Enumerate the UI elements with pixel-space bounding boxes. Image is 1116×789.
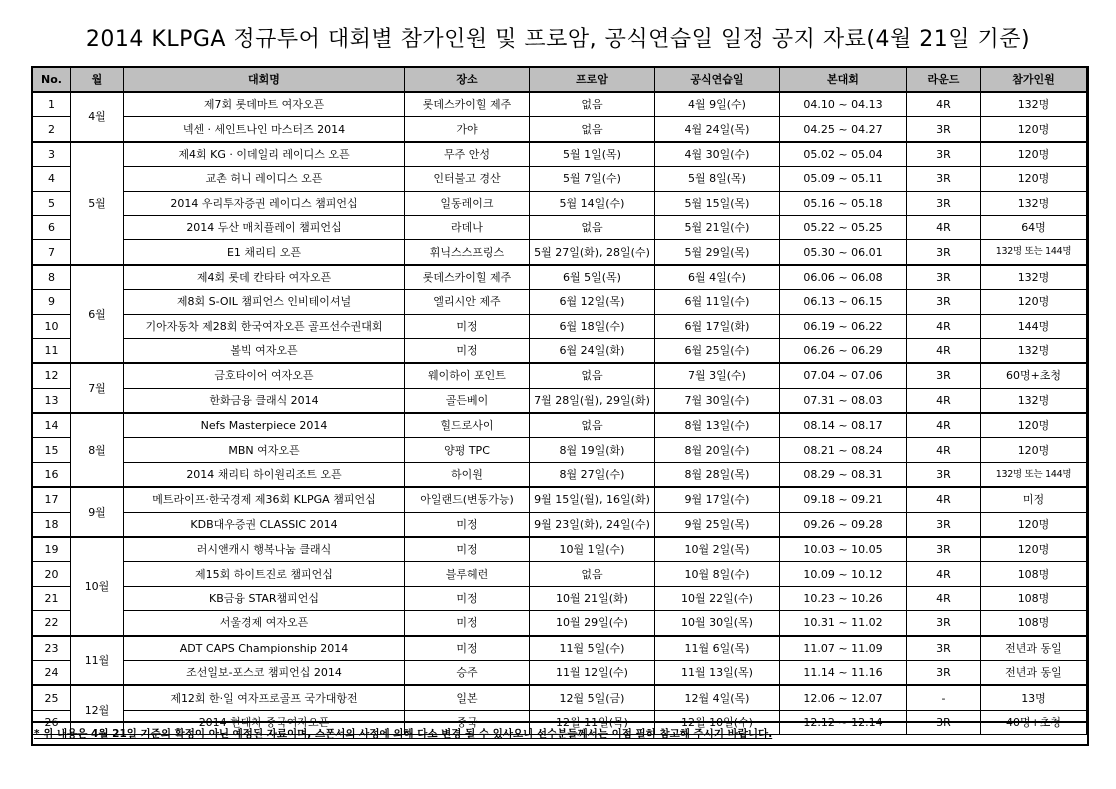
proam-date-cell: 9월 23일(화), 24일(수) bbox=[530, 512, 655, 537]
practice-date-cell: 5월 29일(목) bbox=[655, 240, 780, 265]
month-cell: 8월 bbox=[71, 413, 124, 487]
main-event-dates-cell: 07.31 ~ 08.03 bbox=[780, 388, 907, 413]
venue-cell: 롯데스카이힐 제주 bbox=[405, 92, 530, 117]
practice-date-cell: 7월 3일(수) bbox=[655, 363, 780, 388]
practice-date-cell: 10월 30일(목) bbox=[655, 611, 780, 636]
month-cell: 5월 bbox=[71, 142, 124, 265]
players-cell: 132명 bbox=[981, 388, 1087, 413]
practice-date-cell: 6월 4일(수) bbox=[655, 265, 780, 290]
venue-cell: 엘리시안 제주 bbox=[405, 290, 530, 314]
rounds-cell: 3R bbox=[907, 611, 981, 636]
players-cell: 120명 bbox=[981, 413, 1087, 438]
month-cell: 10월 bbox=[71, 537, 124, 636]
players-cell: 미정 bbox=[981, 487, 1087, 512]
venue-cell: 미정 bbox=[405, 611, 530, 636]
table-row bbox=[33, 191, 1087, 215]
month-cell: 12월 bbox=[71, 685, 124, 734]
header-tournament-name: 대회명 bbox=[124, 68, 405, 93]
proam-date-cell: 6월 24일(화) bbox=[530, 338, 655, 363]
main-event-dates-cell: 12.06 ~ 12.07 bbox=[780, 685, 907, 710]
table-row bbox=[33, 636, 1087, 661]
players-cell: 108명 bbox=[981, 611, 1087, 636]
practice-date-cell: 7월 30일(수) bbox=[655, 388, 780, 413]
header-rounds: 라운드 bbox=[907, 68, 981, 93]
practice-date-cell: 10월 2일(목) bbox=[655, 537, 780, 562]
tournament-name-cell: E1 채리티 오픈 bbox=[124, 240, 405, 265]
venue-cell: 롯데스카이힐 제주 bbox=[405, 265, 530, 290]
table-row bbox=[33, 142, 1087, 167]
table-row bbox=[33, 92, 1087, 117]
practice-date-cell: 6월 25일(수) bbox=[655, 338, 780, 363]
main-event-dates-cell: 06.19 ~ 06.22 bbox=[780, 314, 907, 338]
venue-cell: 블루헤런 bbox=[405, 562, 530, 586]
practice-date-cell: 9월 25일(목) bbox=[655, 512, 780, 537]
players-cell: 60명+초청 bbox=[981, 363, 1087, 388]
tournament-name-cell: KDB대우증권 CLASSIC 2014 bbox=[124, 512, 405, 537]
venue-cell: 미정 bbox=[405, 512, 530, 537]
practice-date-cell: 5월 21일(수) bbox=[655, 215, 780, 239]
tournament-name-cell: 제7회 롯데마트 여자오픈 bbox=[124, 92, 405, 117]
rounds-cell: 3R bbox=[907, 265, 981, 290]
practice-date-cell: 4월 24일(목) bbox=[655, 117, 780, 142]
practice-date-cell: 11월 13일(목) bbox=[655, 660, 780, 685]
table-row bbox=[33, 562, 1087, 586]
row-number-cell: 2 bbox=[33, 117, 71, 142]
players-cell: 120명 bbox=[981, 512, 1087, 537]
tournament-name-cell: 조선일보-포스코 챔피언십 2014 bbox=[124, 660, 405, 685]
tournament-name-cell: 볼빅 여자오픈 bbox=[124, 338, 405, 363]
practice-date-cell: 9월 17일(수) bbox=[655, 487, 780, 512]
practice-date-cell: 11월 6일(목) bbox=[655, 636, 780, 661]
tournament-name-cell: 제4회 KG · 이데일리 레이디스 오픈 bbox=[124, 142, 405, 167]
row-number-cell: 26 bbox=[33, 710, 71, 734]
main-event-dates-cell: 06.26 ~ 06.29 bbox=[780, 338, 907, 363]
players-cell: 108명 bbox=[981, 586, 1087, 610]
table-row bbox=[33, 117, 1087, 142]
proam-date-cell: 5월 14일(수) bbox=[530, 191, 655, 215]
proam-date-cell: 12월 11일(목) bbox=[530, 710, 655, 734]
tournament-name-cell: ADT CAPS Championship 2014 bbox=[124, 636, 405, 661]
table-row bbox=[33, 512, 1087, 537]
header-month: 월 bbox=[71, 68, 124, 93]
proam-date-cell: 없음 bbox=[530, 92, 655, 117]
table-row bbox=[33, 413, 1087, 438]
rounds-cell: 4R bbox=[907, 586, 981, 610]
main-event-dates-cell: 08.21 ~ 08.24 bbox=[780, 438, 907, 462]
proam-date-cell: 없음 bbox=[530, 117, 655, 142]
tournament-name-cell: 2014 현대차 중국여자오픈 bbox=[124, 710, 405, 734]
table-row bbox=[33, 586, 1087, 610]
main-event-dates-cell: 11.14 ~ 11.16 bbox=[780, 660, 907, 685]
row-number-cell: 11 bbox=[33, 338, 71, 363]
tournament-name-cell: 제4회 롯데 칸타타 여자오픈 bbox=[124, 265, 405, 290]
schedule-table bbox=[32, 67, 1087, 735]
venue-cell: 일동레이크 bbox=[405, 191, 530, 215]
venue-cell: 라데나 bbox=[405, 215, 530, 239]
table-row bbox=[33, 487, 1087, 512]
row-number-cell: 1 bbox=[33, 92, 71, 117]
header-venue: 장소 bbox=[405, 68, 530, 93]
row-number-cell: 18 bbox=[33, 512, 71, 537]
row-number-cell: 14 bbox=[33, 413, 71, 438]
venue-cell: 인터불고 경산 bbox=[405, 167, 530, 191]
main-event-dates-cell: 09.18 ~ 09.21 bbox=[780, 487, 907, 512]
tournament-name-cell: 메트라이프·한국경제 제36회 KLPGA 챔피언십 bbox=[124, 487, 405, 512]
rounds-cell: 3R bbox=[907, 240, 981, 265]
proam-date-cell: 6월 18일(수) bbox=[530, 314, 655, 338]
main-event-dates-cell: 10.23 ~ 10.26 bbox=[780, 586, 907, 610]
practice-date-cell: 8월 13일(수) bbox=[655, 413, 780, 438]
main-event-dates-cell: 06.06 ~ 06.08 bbox=[780, 265, 907, 290]
proam-date-cell: 5월 27일(화), 28일(수) bbox=[530, 240, 655, 265]
footnote-text: * 위 내용은 4월 21일 기준의 확정이 아닌 예정된 자료이며, 스폰서의 사정에 의해 다소 변경 될 수 있사오니 선수분들께서는 이점 필히 참고해 주시기 바랍니다. bbox=[34, 728, 773, 740]
row-number-cell: 15 bbox=[33, 438, 71, 462]
rounds-cell: 4R bbox=[907, 215, 981, 239]
venue-cell: 휘닉스스프링스 bbox=[405, 240, 530, 265]
practice-date-cell: 10월 22일(수) bbox=[655, 586, 780, 610]
practice-date-cell: 5월 8일(목) bbox=[655, 167, 780, 191]
proam-date-cell: 11월 12일(수) bbox=[530, 660, 655, 685]
rounds-cell: 3R bbox=[907, 512, 981, 537]
month-cell: 6월 bbox=[71, 265, 124, 364]
venue-cell: 골든베이 bbox=[405, 388, 530, 413]
rounds-cell: 4R bbox=[907, 388, 981, 413]
month-cell: 11월 bbox=[71, 636, 124, 686]
tournament-name-cell: 기아자동차 제28회 한국여자오픈 골프선수권대회 bbox=[124, 314, 405, 338]
practice-date-cell: 5월 15일(목) bbox=[655, 191, 780, 215]
players-cell: 13명 bbox=[981, 685, 1087, 710]
proam-date-cell: 10월 1일(수) bbox=[530, 537, 655, 562]
rounds-cell: 4R bbox=[907, 487, 981, 512]
main-event-dates-cell: 07.04 ~ 07.06 bbox=[780, 363, 907, 388]
table-row bbox=[33, 462, 1087, 487]
main-event-dates-cell: 06.13 ~ 06.15 bbox=[780, 290, 907, 314]
table-row bbox=[33, 685, 1087, 710]
players-cell: 전년과 동일 bbox=[981, 636, 1087, 661]
rounds-cell: 3R bbox=[907, 660, 981, 685]
rounds-cell: 4R bbox=[907, 314, 981, 338]
venue-cell: 하이원 bbox=[405, 462, 530, 487]
players-cell: 120명 bbox=[981, 142, 1087, 167]
table-row bbox=[33, 314, 1087, 338]
tournament-name-cell: 제12회 한·일 여자프로골프 국가대항전 bbox=[124, 685, 405, 710]
row-number-cell: 10 bbox=[33, 314, 71, 338]
players-cell: 64명 bbox=[981, 215, 1087, 239]
venue-cell: 양평 TPC bbox=[405, 438, 530, 462]
table-row bbox=[33, 215, 1087, 239]
row-number-cell: 20 bbox=[33, 562, 71, 586]
players-cell: 120명 bbox=[981, 167, 1087, 191]
proam-date-cell: 없음 bbox=[530, 363, 655, 388]
players-cell: 132명 또는 144명 bbox=[981, 462, 1087, 487]
proam-date-cell: 8월 27일(수) bbox=[530, 462, 655, 487]
table-row bbox=[33, 438, 1087, 462]
proam-date-cell: 6월 5일(목) bbox=[530, 265, 655, 290]
header-players: 참가인원 bbox=[981, 68, 1087, 93]
main-event-dates-cell: 10.03 ~ 10.05 bbox=[780, 537, 907, 562]
practice-date-cell: 4월 9일(수) bbox=[655, 92, 780, 117]
table-row bbox=[33, 611, 1087, 636]
row-number-cell: 5 bbox=[33, 191, 71, 215]
tournament-name-cell: 러시앤캐시 행복나눔 클래식 bbox=[124, 537, 405, 562]
tournament-name-cell: Nefs Masterpiece 2014 bbox=[124, 413, 405, 438]
tournament-name-cell: 2014 우리투자증권 레이디스 챔피언십 bbox=[124, 191, 405, 215]
rounds-cell: 4R bbox=[907, 562, 981, 586]
proam-date-cell: 없음 bbox=[530, 413, 655, 438]
table-row bbox=[33, 537, 1087, 562]
rounds-cell: 4R bbox=[907, 92, 981, 117]
row-number-cell: 21 bbox=[33, 586, 71, 610]
row-number-cell: 3 bbox=[33, 142, 71, 167]
row-number-cell: 22 bbox=[33, 611, 71, 636]
main-event-dates-cell: 04.10 ~ 04.13 bbox=[780, 92, 907, 117]
header-no: No. bbox=[33, 68, 71, 93]
main-event-dates-cell: 08.29 ~ 08.31 bbox=[780, 462, 907, 487]
tournament-name-cell: 제8회 S-OIL 챔피언스 인비테이셔널 bbox=[124, 290, 405, 314]
row-number-cell: 19 bbox=[33, 537, 71, 562]
practice-date-cell: 10월 8일(수) bbox=[655, 562, 780, 586]
header-practice-day: 공식연습일 bbox=[655, 68, 780, 93]
rounds-cell: 4R bbox=[907, 438, 981, 462]
tournament-name-cell: 금호타이어 여자오픈 bbox=[124, 363, 405, 388]
venue-cell: 무주 안성 bbox=[405, 142, 530, 167]
main-event-dates-cell: 08.14 ~ 08.17 bbox=[780, 413, 907, 438]
rounds-cell: 3R bbox=[907, 363, 981, 388]
table-row bbox=[33, 240, 1087, 265]
practice-date-cell: 8월 28일(목) bbox=[655, 462, 780, 487]
venue-cell: 중국 bbox=[405, 710, 530, 734]
proam-date-cell: 7월 28일(월), 29일(화) bbox=[530, 388, 655, 413]
venue-cell: 웨이하이 포인트 bbox=[405, 363, 530, 388]
row-number-cell: 12 bbox=[33, 363, 71, 388]
venue-cell: 가야 bbox=[405, 117, 530, 142]
proam-date-cell: 10월 29일(수) bbox=[530, 611, 655, 636]
rounds-cell: 3R bbox=[907, 191, 981, 215]
main-event-dates-cell: 05.22 ~ 05.25 bbox=[780, 215, 907, 239]
tournament-name-cell: 제15회 하이트진로 챔피언십 bbox=[124, 562, 405, 586]
month-cell: 7월 bbox=[71, 363, 124, 413]
tournament-name-cell: 2014 두산 매치플레이 챔피언십 bbox=[124, 215, 405, 239]
month-cell: 4월 bbox=[71, 92, 124, 142]
table-row bbox=[33, 338, 1087, 363]
players-cell: 132명 bbox=[981, 265, 1087, 290]
header-row bbox=[33, 68, 1087, 93]
row-number-cell: 25 bbox=[33, 685, 71, 710]
main-event-dates-cell: 05.16 ~ 05.18 bbox=[780, 191, 907, 215]
row-number-cell: 23 bbox=[33, 636, 71, 661]
practice-date-cell: 12월 4일(목) bbox=[655, 685, 780, 710]
main-event-dates-cell: 05.30 ~ 06.01 bbox=[780, 240, 907, 265]
table-row bbox=[33, 265, 1087, 290]
rounds-cell: 3R bbox=[907, 117, 981, 142]
proam-date-cell: 없음 bbox=[530, 215, 655, 239]
row-number-cell: 17 bbox=[33, 487, 71, 512]
tournament-name-cell: 한화금융 클래식 2014 bbox=[124, 388, 405, 413]
rounds-cell: 3R bbox=[907, 167, 981, 191]
main-event-dates-cell: 12.12 ~ 12.14 bbox=[780, 710, 907, 734]
main-event-dates-cell: 10.09 ~ 10.12 bbox=[780, 562, 907, 586]
tournament-name-cell: 교촌 허니 레이디스 오픈 bbox=[124, 167, 405, 191]
row-number-cell: 9 bbox=[33, 290, 71, 314]
proam-date-cell: 8월 19일(화) bbox=[530, 438, 655, 462]
players-cell: 132명 bbox=[981, 191, 1087, 215]
proam-date-cell: 11월 5일(수) bbox=[530, 636, 655, 661]
practice-date-cell: 12월 10일(수) bbox=[655, 710, 780, 734]
players-cell: 108명 bbox=[981, 562, 1087, 586]
table-row bbox=[33, 660, 1087, 685]
rounds-cell: 4R bbox=[907, 338, 981, 363]
main-event-dates-cell: 05.09 ~ 05.11 bbox=[780, 167, 907, 191]
main-event-dates-cell: 05.02 ~ 05.04 bbox=[780, 142, 907, 167]
tournament-name-cell: 넥센 · 세인트나인 마스터즈 2014 bbox=[124, 117, 405, 142]
main-event-dates-cell: 10.31 ~ 11.02 bbox=[780, 611, 907, 636]
row-number-cell: 6 bbox=[33, 215, 71, 239]
row-number-cell: 16 bbox=[33, 462, 71, 487]
header-main-event: 본대회 bbox=[780, 68, 907, 93]
players-cell: 120명 bbox=[981, 290, 1087, 314]
venue-cell: 미정 bbox=[405, 537, 530, 562]
venue-cell: 미정 bbox=[405, 586, 530, 610]
players-cell: 전년과 동일 bbox=[981, 660, 1087, 685]
venue-cell: 미정 bbox=[405, 636, 530, 661]
proam-date-cell: 5월 1일(목) bbox=[530, 142, 655, 167]
players-cell: 132명 bbox=[981, 92, 1087, 117]
proam-date-cell: 6월 12일(목) bbox=[530, 290, 655, 314]
main-event-dates-cell: 11.07 ~ 11.09 bbox=[780, 636, 907, 661]
header-proam: 프로암 bbox=[530, 68, 655, 93]
players-cell: 120명 bbox=[981, 438, 1087, 462]
proam-date-cell: 없음 bbox=[530, 562, 655, 586]
tournament-name-cell: MBN 여자오픈 bbox=[124, 438, 405, 462]
players-cell: 120명 bbox=[981, 537, 1087, 562]
rounds-cell: 3R bbox=[907, 537, 981, 562]
proam-date-cell: 5월 7일(수) bbox=[530, 167, 655, 191]
practice-date-cell: 6월 11일(수) bbox=[655, 290, 780, 314]
rounds-cell: 3R bbox=[907, 462, 981, 487]
tournament-name-cell: KB금융 STAR챔피언십 bbox=[124, 586, 405, 610]
row-number-cell: 24 bbox=[33, 660, 71, 685]
table-row bbox=[33, 388, 1087, 413]
rounds-cell: 3R bbox=[907, 710, 981, 734]
tournament-name-cell: 서울경제 여자오픈 bbox=[124, 611, 405, 636]
main-event-dates-cell: 04.25 ~ 04.27 bbox=[780, 117, 907, 142]
proam-date-cell: 12월 5일(금) bbox=[530, 685, 655, 710]
rounds-cell: - bbox=[907, 685, 981, 710]
venue-cell: 아일랜드(변동가능) bbox=[405, 487, 530, 512]
practice-date-cell: 4월 30일(수) bbox=[655, 142, 780, 167]
proam-date-cell: 10월 21일(화) bbox=[530, 586, 655, 610]
rounds-cell: 3R bbox=[907, 290, 981, 314]
table-row bbox=[33, 167, 1087, 191]
players-cell: 132명 bbox=[981, 338, 1087, 363]
venue-cell: 일본 bbox=[405, 685, 530, 710]
venue-cell: 승주 bbox=[405, 660, 530, 685]
players-cell: 144명 bbox=[981, 314, 1087, 338]
rounds-cell: 4R bbox=[907, 413, 981, 438]
proam-date-cell: 9월 15일(월), 16일(화) bbox=[530, 487, 655, 512]
page-title: 2014 KLPGA 정규투어 대회별 참가인원 및 프로암, 공식연습일 일정 공지 자료(4월 21일 기준) bbox=[85, 27, 1031, 52]
practice-date-cell: 6월 17일(화) bbox=[655, 314, 780, 338]
row-number-cell: 13 bbox=[33, 388, 71, 413]
players-cell: 40명+초청 bbox=[981, 710, 1087, 734]
rounds-cell: 3R bbox=[907, 636, 981, 661]
footnote bbox=[32, 721, 1088, 745]
players-cell: 120명 bbox=[981, 117, 1087, 142]
month-cell: 9월 bbox=[71, 487, 124, 537]
practice-date-cell: 8월 20일(수) bbox=[655, 438, 780, 462]
main-event-dates-cell: 09.26 ~ 09.28 bbox=[780, 512, 907, 537]
table-row bbox=[33, 290, 1087, 314]
table-row bbox=[33, 363, 1087, 388]
venue-cell: 미정 bbox=[405, 338, 530, 363]
row-number-cell: 7 bbox=[33, 240, 71, 265]
players-cell: 132명 또는 144명 bbox=[981, 240, 1087, 265]
schedule-body bbox=[33, 92, 1087, 735]
venue-cell: 미정 bbox=[405, 314, 530, 338]
row-number-cell: 4 bbox=[33, 167, 71, 191]
row-number-cell: 8 bbox=[33, 265, 71, 290]
rounds-cell: 3R bbox=[907, 142, 981, 167]
venue-cell: 힐드로사이 bbox=[405, 413, 530, 438]
tournament-name-cell: 2014 채리티 하이원리조트 오픈 bbox=[124, 462, 405, 487]
